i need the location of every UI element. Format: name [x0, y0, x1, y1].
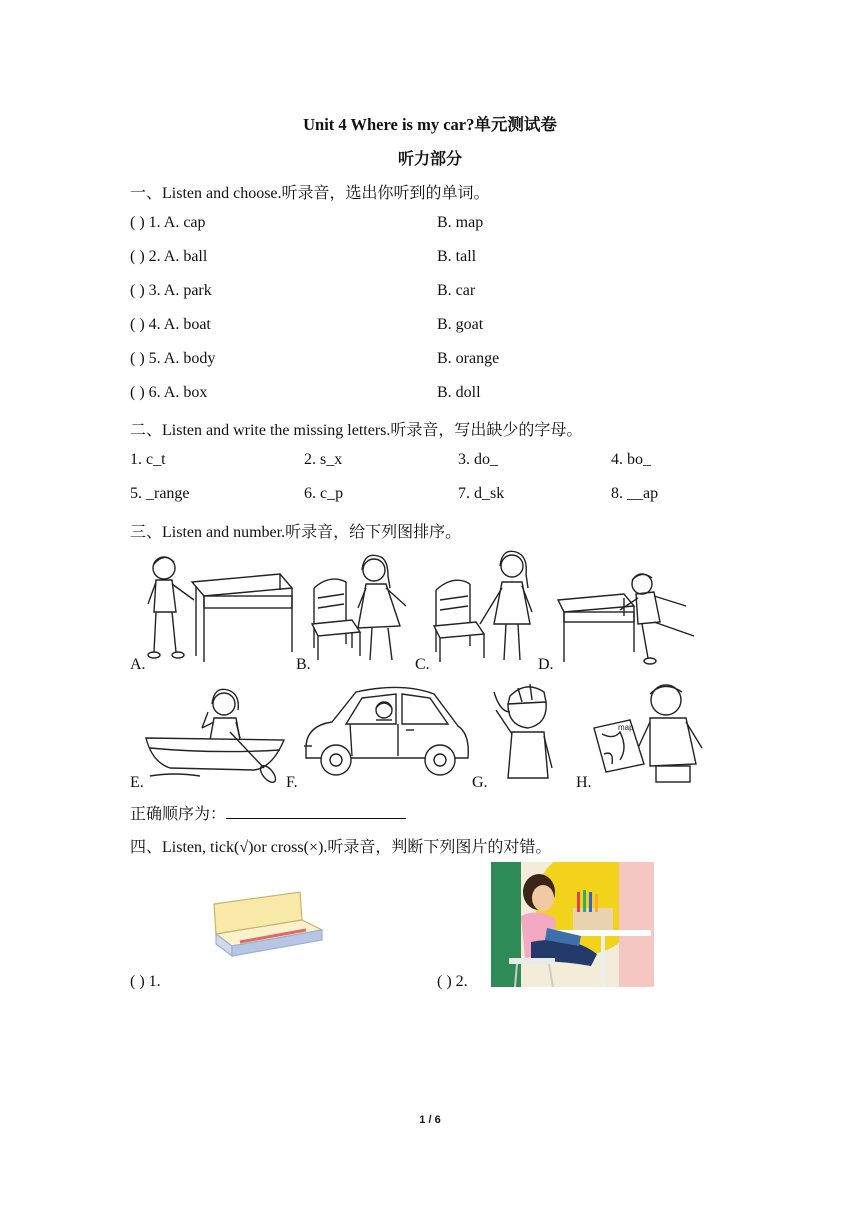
missing-letter-item-3: 3. do_ [458, 451, 498, 468]
girl-beside-chair-picture [430, 548, 540, 670]
question-6-option-a: ( ) 6. A. box [130, 384, 208, 401]
missing-letter-item-7: 7. d_sk [458, 485, 505, 502]
answer-label: 正确顺序为： [130, 806, 227, 823]
answer-line [130, 801, 406, 824]
picture-label-g: G. [472, 774, 488, 791]
missing-letter-item-1: 1. c_t [130, 451, 166, 468]
picture-label-e: E. [130, 774, 144, 791]
boy-at-desk-picture [144, 552, 296, 666]
missing-letter-item-5: 5. _range [130, 485, 190, 502]
boy-with-map-picture [590, 678, 714, 788]
missing-letter-item-2: 2. s_x [304, 451, 343, 468]
question-5-option-a: ( ) 5. A. body [130, 350, 216, 367]
picture-label-b: B. [296, 656, 311, 673]
question-4-option-b: B. goat [437, 316, 484, 333]
girl-by-chair-picture [308, 548, 418, 670]
question-6-option-b: B. doll [437, 384, 481, 401]
boy-in-car-picture [302, 686, 472, 786]
question-4-option-a: ( ) 4. A. boat [130, 316, 211, 333]
question-5-option-b: B. orange [437, 350, 500, 367]
page-number: 1 / 6 [419, 1114, 441, 1126]
missing-letter-item-4: 4. bo_ [611, 451, 651, 468]
picture-label-h: H. [576, 774, 592, 791]
map-label: map [618, 723, 634, 732]
picture-label-a: A. [130, 656, 146, 673]
page-title: Unit 4 Where is my car?单元测试卷 [303, 115, 557, 134]
missing-letter-item-8: 8. __ap [611, 485, 659, 502]
question-2-option-a: ( ) 2. A. ball [130, 248, 208, 265]
picture-label-f: F. [286, 774, 298, 791]
missing-letter-item-6: 6. c_p [304, 485, 344, 502]
question-3-option-b: B. car [437, 282, 476, 299]
question-1-option-b: B. map [437, 214, 484, 231]
boy-with-cap-picture [490, 682, 562, 782]
tick-question-2: ( ) 2. [437, 973, 468, 990]
girl-in-boat-picture [144, 688, 286, 786]
boy-kicking-desk-picture [554, 570, 704, 670]
section1-heading: 一、Listen and choose.听录音，选出你听到的单词。 [130, 185, 490, 202]
question-2-option-b: B. tall [437, 248, 477, 265]
section4-heading: 四、Listen, tick(√)or cross(×).听录音，判断下列图片的对错。 [130, 839, 552, 856]
answer-blank[interactable] [226, 804, 406, 819]
section2-heading: 二、Listen and write the missing letters.听录音，写出缺少的字母。 [130, 422, 583, 439]
girl-reading-photo [491, 862, 654, 987]
page-subtitle: 听力部分 [397, 151, 462, 168]
picture-label-d: D. [538, 656, 554, 673]
question-3-option-a: ( ) 3. A. park [130, 282, 212, 299]
picture-label-c: C. [415, 656, 430, 673]
section3-heading: 三、Listen and number.听录音，给下列图排序。 [130, 524, 462, 541]
pencil-box-picture [210, 890, 326, 960]
tick-question-1: ( ) 1. [130, 973, 161, 990]
question-1-option-a: ( ) 1. A. cap [130, 214, 206, 231]
